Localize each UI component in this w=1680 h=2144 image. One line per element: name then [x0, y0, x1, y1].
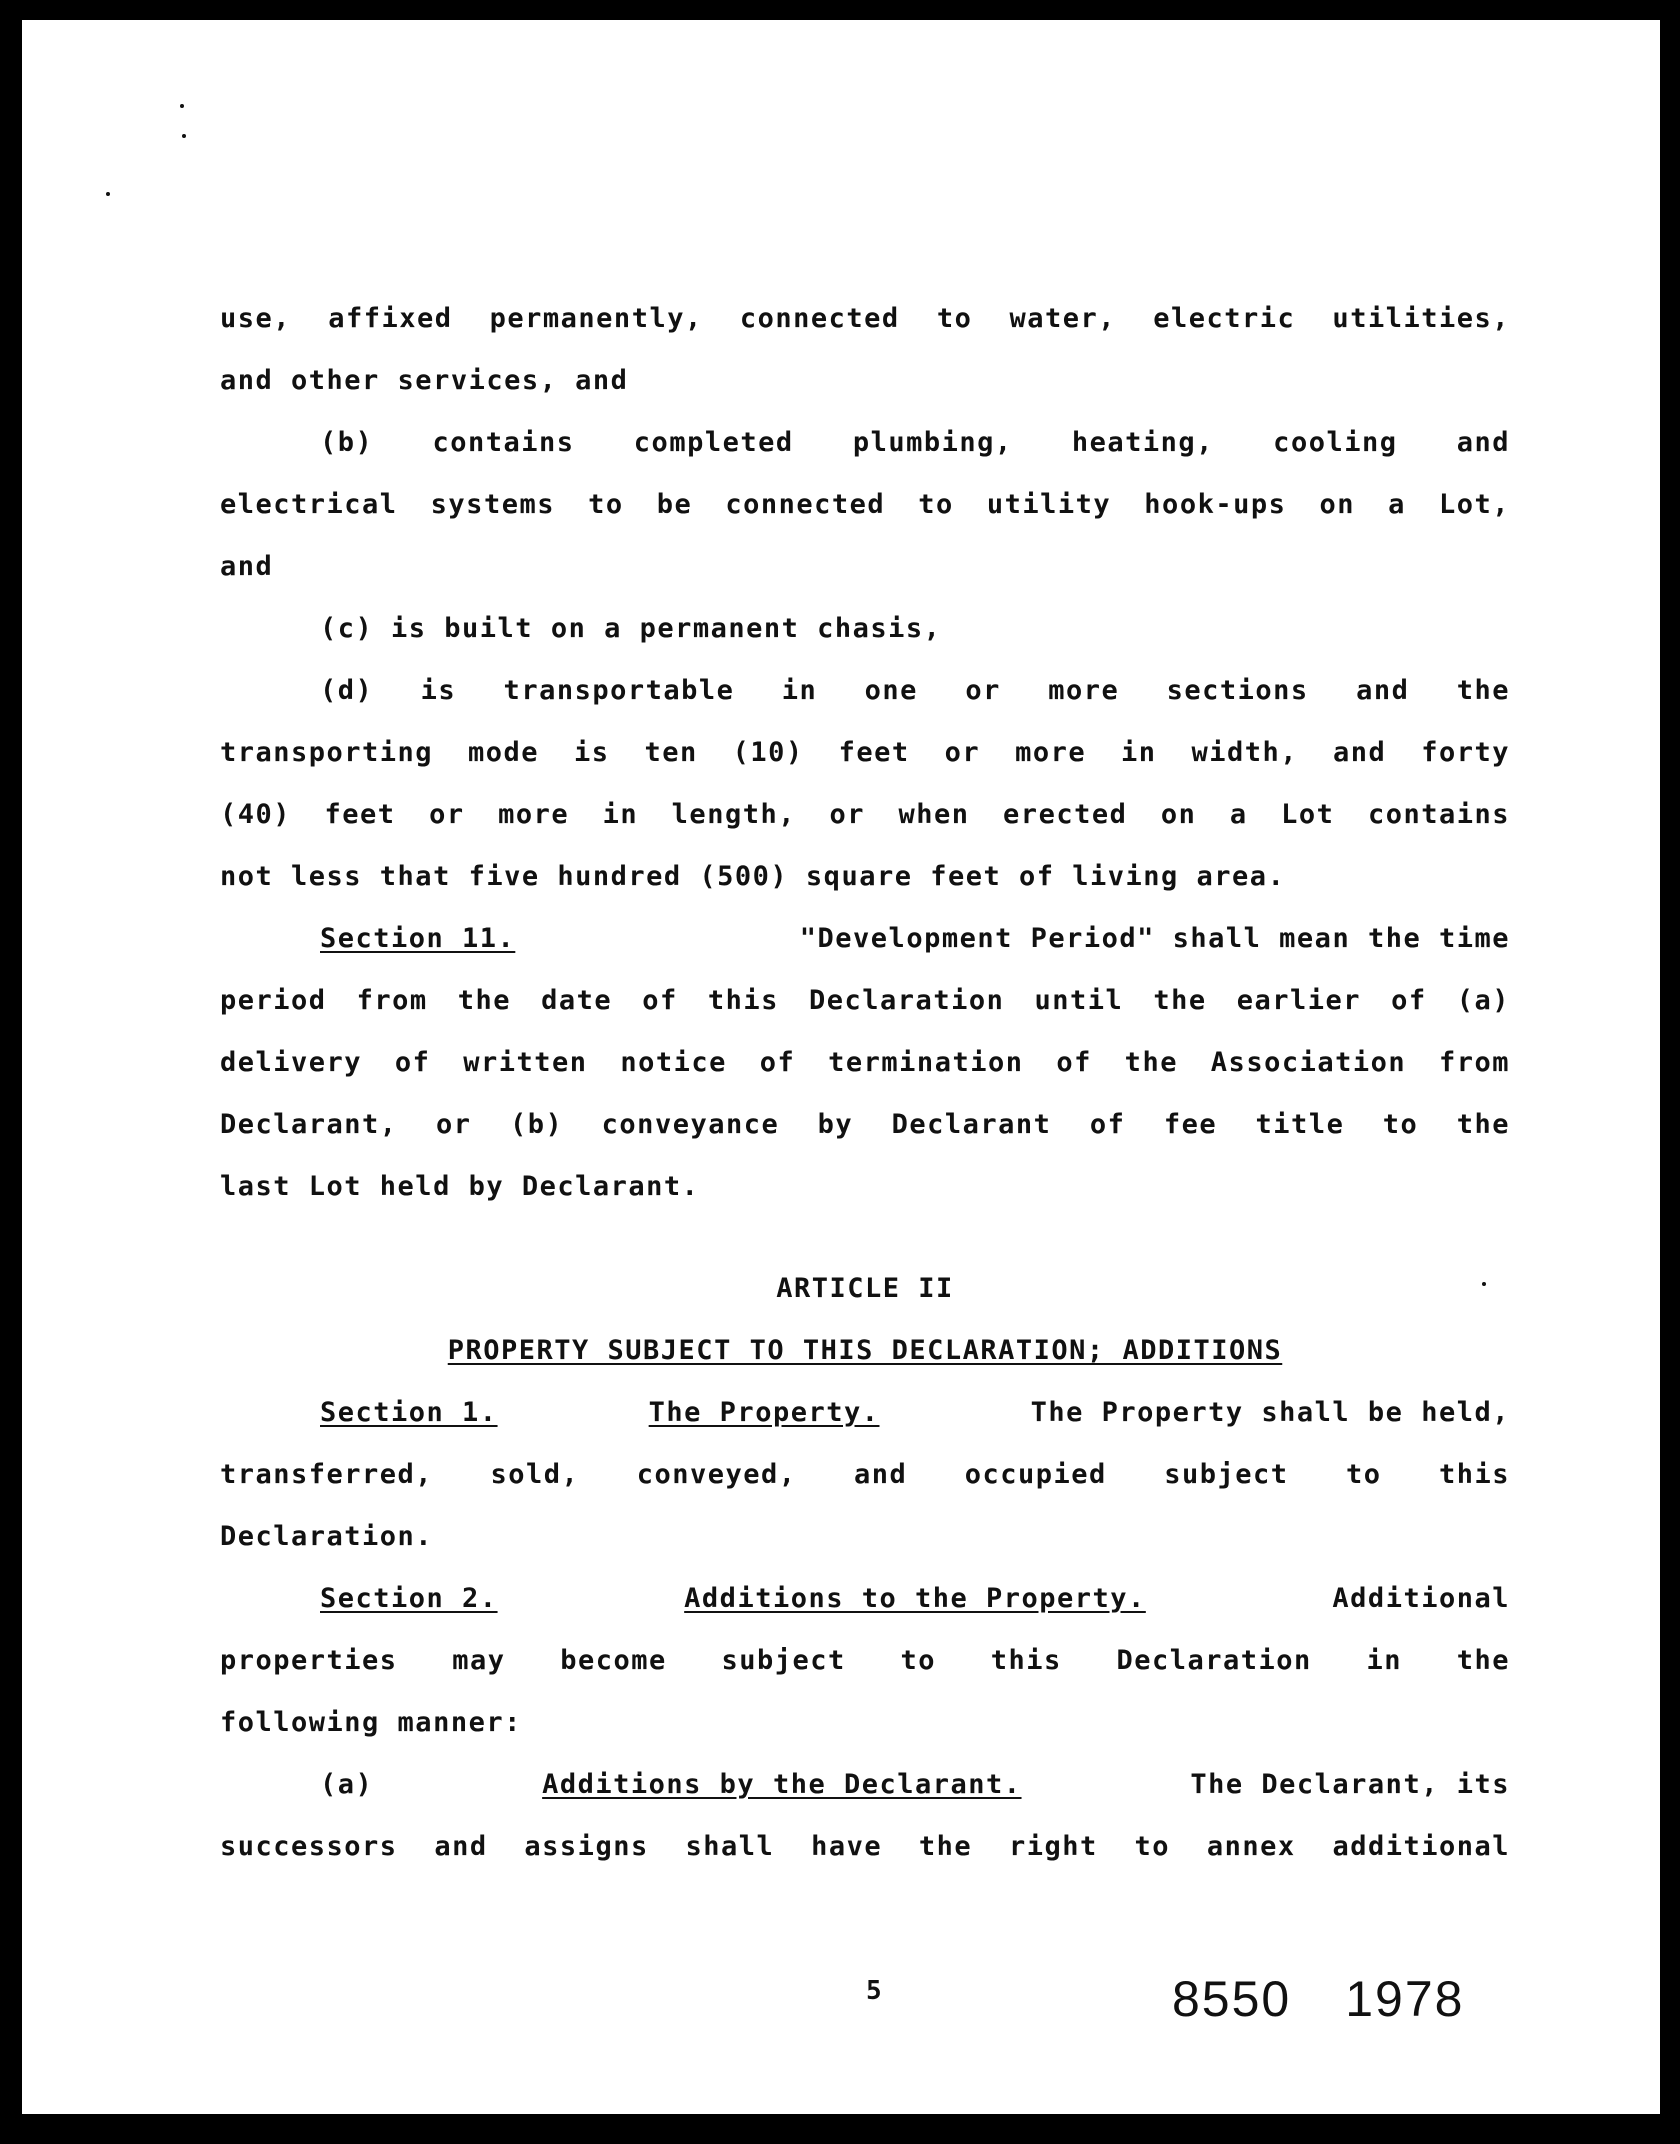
scan-speck: [180, 104, 184, 108]
section-1-label: Section 1.: [320, 1397, 498, 1428]
scan-speck: [106, 192, 110, 196]
section-2-text: Additional: [1332, 1583, 1510, 1614]
item-b-line: electrical systems to be connected to utility hook-ups on a Lot,: [220, 489, 1510, 520]
stamp-numbers: [1172, 1970, 1464, 2028]
section-11-first-line: [220, 908, 1510, 970]
stamp-number: 1978: [1345, 1971, 1465, 2027]
section-1-line: transferred, sold, conveyed, and occupied subject to this: [220, 1459, 1510, 1490]
section-11-line: last Lot held by Declarant.: [220, 1171, 700, 1202]
section-2-line: properties may become subject to this Declaration in the: [220, 1645, 1510, 1676]
section-11-line: delivery of written notice of termination of the Association from: [220, 1047, 1510, 1078]
paragraph-line: use, affixed permanently, connected to water, electric utilities,: [220, 303, 1510, 334]
document-body: [220, 288, 1510, 1878]
section-1-title: The Property.: [648, 1397, 880, 1428]
item-c-line: (c) is built on a permanent chasis,: [320, 613, 942, 644]
article-heading: ARTICLE II: [776, 1273, 954, 1304]
section-2-first-line: [220, 1568, 1510, 1630]
article-title: PROPERTY SUBJECT TO THIS DECLARATION; ADDITIONS: [447, 1335, 1283, 1366]
section-1-text: The Property shall be held,: [1030, 1397, 1510, 1428]
section-11-text: "Development Period" shall mean the time: [799, 923, 1510, 954]
section-2-title: Additions to the Property.: [684, 1583, 1146, 1614]
section-1-line: Declaration.: [220, 1521, 434, 1552]
item-a-line: successors and assigns shall have the right to annex additional: [220, 1831, 1510, 1862]
item-a-first-line: [220, 1754, 1510, 1816]
page-number: 5: [866, 1976, 882, 2006]
item-d-line: (d) is transportable in one or more sections and the: [320, 675, 1510, 706]
section-2-line: following manner:: [220, 1707, 522, 1738]
item-d-line: (40) feet or more in length, or when erected on a Lot contains: [220, 799, 1510, 830]
scan-border: [0, 0, 1680, 22]
section-2-label: Section 2.: [320, 1583, 498, 1614]
section-11-label: Section 11.: [320, 923, 516, 954]
item-d-line: not less that five hundred (500) square feet of living area.: [220, 861, 1286, 892]
stamp-number: 8550: [1172, 1971, 1292, 2027]
item-a-text: The Declarant, its: [1190, 1769, 1510, 1800]
item-a-title: Additions by the Declarant.: [542, 1769, 1022, 1800]
paragraph-line: and other services, and: [220, 365, 629, 396]
item-b-line: and: [220, 551, 274, 582]
item-d-line: transporting mode is ten (10) feet or more in width, and forty: [220, 737, 1510, 768]
scan-speck: [182, 134, 186, 138]
section-1-first-line: [220, 1382, 1510, 1444]
item-a-label: (a): [320, 1769, 374, 1800]
item-b-line: (b) contains completed plumbing, heating, cooling and: [320, 427, 1510, 458]
section-11-line: Declarant, or (b) conveyance by Declarant of fee title to the: [220, 1109, 1510, 1140]
section-11-line: period from the date of this Declaration until the earlier of (a): [220, 985, 1510, 1016]
